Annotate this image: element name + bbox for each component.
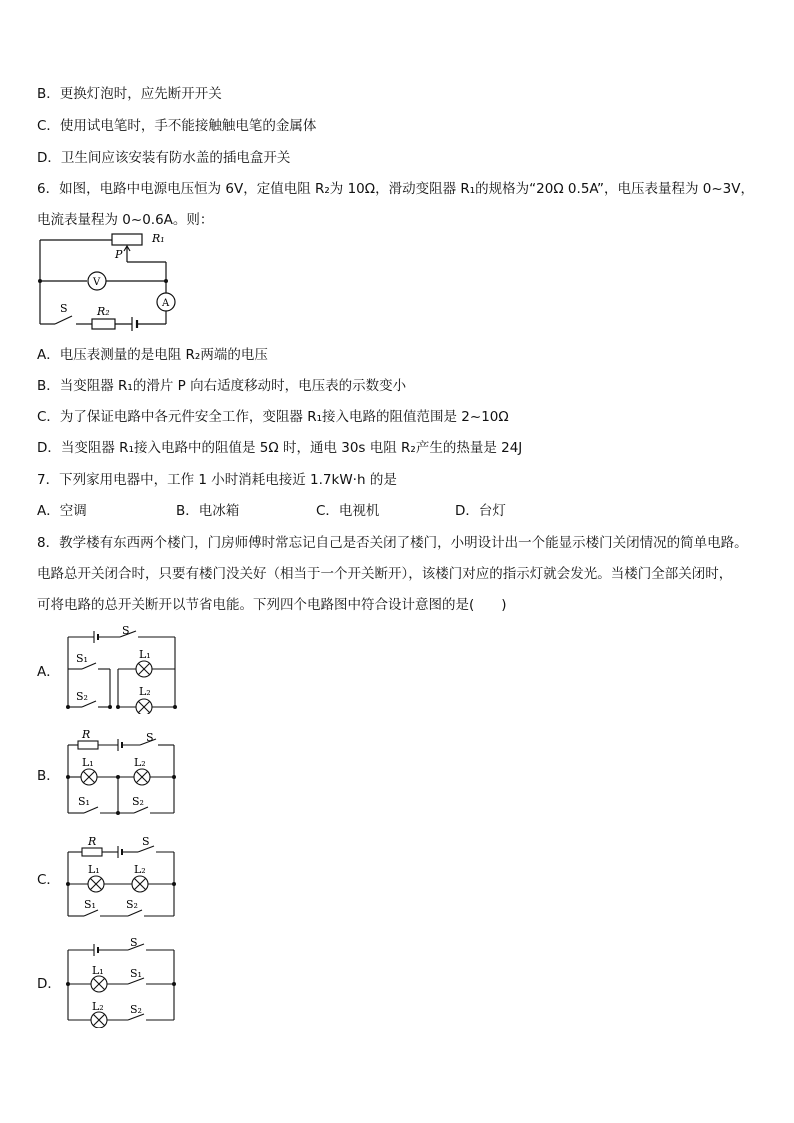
q7-option-a: A．空调 [37, 503, 87, 519]
q6-stem-line1: 6．如图，电路中电源电压恒为 6V，定值电阻 R₂为 10Ω，滑动变阻器 R₁的规格为“20Ω 0.5A”，电压表量程为 0~3V， [37, 181, 754, 197]
q7-stem: 7．下列家用电器中，工作 1 小时消耗电接近 1.7kW·h 的是 [37, 472, 397, 488]
q8-option-b-label: B． [37, 768, 60, 784]
q6-s-label: S [60, 302, 68, 315]
voltmeter-icon: V [93, 277, 101, 288]
q8-stem-line1: 8．教学楼有东西两个楼门，门房师傅时常忘记自己是否关闭了楼门，小明设计出一个能显示楼门关闭情况的简单电路。 [37, 535, 748, 551]
q8b-s1-label: S₁ [78, 795, 90, 808]
q8a-s1-label: S₁ [76, 652, 88, 665]
q7-option-c: C．电视机 [316, 503, 380, 519]
q8a-l2-label: L₂ [139, 685, 151, 698]
q8b-r-label: R [82, 728, 91, 741]
q8d-l1-label: L₁ [92, 964, 104, 977]
q8a-s-label: S [122, 624, 130, 637]
q6-circuit-diagram [30, 226, 190, 334]
q8b-l2-label: L₂ [134, 756, 146, 769]
q5-option-b: B．更换灯泡时，应先断开开关 [37, 86, 222, 102]
q8b-l1-label: L₁ [82, 756, 94, 769]
q6-r2-label: R₂ [97, 305, 110, 318]
q6-option-b: B．当变阻器 R₁的滑片 P 向右适度移动时，电压表的示数变小 [37, 378, 407, 394]
q6-option-a: A．电压表测量的是电阻 R₂两端的电压 [37, 347, 268, 363]
q6-p-label: P [115, 248, 123, 261]
q6-option-d: D．当变阻器 R₁接入电路中的阻值是 5Ω 时，通电 30s 电阻 R₂产生的热量是 24J [37, 440, 523, 456]
q8-option-d-diagram [60, 934, 185, 1028]
q8c-l2-label: L₂ [134, 863, 146, 876]
q8d-s1-label: S₁ [130, 967, 142, 980]
q8a-s2-label: S₂ [76, 690, 88, 703]
q5-option-d: D．卫生间应该安装有防水盖的插电盒开关 [37, 150, 291, 166]
q8c-s2-label: S₂ [126, 898, 138, 911]
q8-stem-line2: 电路总开关闭合时，只要有楼门没关好（相当于一个开关断开），该楼门对应的指示灯就会发光。当楼门全部关闭时， [37, 566, 733, 582]
q8b-s2-label: S₂ [132, 795, 144, 808]
q6-option-c: C．为了保证电路中各元件安全工作，变阻器 R₁接入电路的阻值范围是 2~10Ω [37, 409, 509, 425]
q8d-s-label: S [130, 936, 138, 949]
q8-option-c-label: C． [37, 872, 60, 888]
q8c-r-label: R [88, 835, 97, 848]
q8c-s-label: S [142, 835, 150, 848]
q7-option-d: D．台灯 [455, 503, 506, 519]
q7-option-b: B．电冰箱 [176, 503, 240, 519]
q8-stem-line3: 可将电路的总开关断开以节省电能。下列四个电路图中符合设计意图的是( ) [37, 597, 507, 613]
q8-option-b-diagram [60, 728, 185, 818]
q8c-l1-label: L₁ [88, 863, 100, 876]
q8c-s1-label: S₁ [84, 898, 96, 911]
q8-option-a-label: A． [37, 664, 60, 680]
q8b-s-label: S [146, 731, 154, 744]
q8-option-d-label: D． [37, 976, 61, 992]
q6-r1-label: R₁ [152, 232, 165, 245]
q8d-s2-label: S₂ [130, 1003, 142, 1016]
q8-option-c-diagram [60, 832, 185, 922]
q8-option-a-diagram [60, 622, 190, 714]
ammeter-icon: A [162, 298, 170, 309]
q8a-l1-label: L₁ [139, 648, 151, 661]
q6-stem-line2: 电流表量程为 0~0.6A。则： [37, 212, 214, 228]
q5-option-c: C．使用试电笔时，手不能接触触电笔的金属体 [37, 118, 317, 134]
q8d-l2-label: L₂ [92, 1000, 104, 1013]
